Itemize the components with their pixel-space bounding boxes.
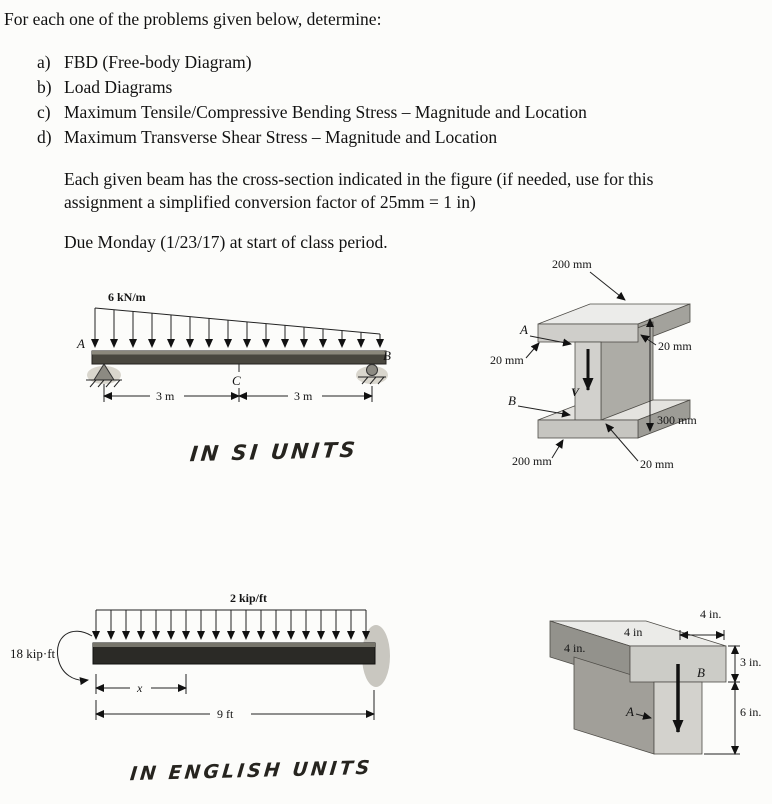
item-letter: d) — [37, 127, 52, 147]
flange-thickness-label: 3 in. — [740, 655, 762, 669]
flange-left-label: 4 in. — [564, 641, 586, 655]
t-beam-section-diagram — [478, 596, 772, 773]
pin-support-a — [86, 364, 122, 387]
item-text: FBD (Free-body Diagram) — [64, 52, 252, 72]
top-width-leader — [590, 272, 625, 300]
i-beam-section-diagram — [460, 252, 765, 492]
due-date-line: Due Monday (1/23/17) at start of class period. — [64, 232, 388, 252]
item-letter: a) — [37, 52, 51, 72]
stem-depth-dimension — [704, 682, 740, 754]
flange-thickness-left-label: 20 mm — [490, 353, 524, 367]
beam-body — [93, 643, 375, 664]
si-beam-diagram — [50, 288, 440, 443]
list-item-d — [37, 127, 587, 148]
applied-moment-arrow — [57, 631, 92, 680]
bottom-width-leader — [552, 440, 563, 458]
web-thickness-label: 20 mm — [640, 457, 674, 471]
support-a-label: A — [77, 336, 85, 351]
flange-right-label: 4 in. — [700, 607, 722, 621]
uniform-distributed-load — [96, 610, 366, 639]
shear-symbol-label: V — [571, 385, 580, 399]
load-intensity-label: 6 kN/m — [108, 290, 146, 304]
load-intensity-label: 2 kip/ft — [230, 591, 268, 605]
handwritten-english-units-note: IN ENGLISH UNITS — [128, 756, 374, 786]
cross-section-note: Each given beam has the cross-section indicated in the figure (if needed, use for this assignment a simplified conversion factor of 25mm = 1 in) — [64, 169, 654, 212]
right-span-dimension: 3 m — [294, 389, 313, 403]
point-a-label: A — [520, 322, 528, 337]
list-item-b — [37, 77, 587, 98]
length-dimension-label: 9 ft — [217, 707, 234, 721]
english-beam-diagram — [8, 590, 408, 750]
item-letter: c) — [37, 102, 51, 122]
midpoint-label: C — [232, 373, 241, 388]
roller-support-b — [356, 365, 388, 385]
item-text: Maximum Transverse Shear Stress – Magnitude and Location — [64, 127, 498, 147]
support-b-label: B — [383, 348, 391, 363]
item-text: Maximum Tensile/Compressive Bending Stress – Magnitude and Location — [64, 102, 587, 122]
stem-width-label: 4 in — [624, 625, 643, 639]
point-b-label: B — [697, 665, 705, 680]
stem-depth-label: 6 in. — [740, 705, 762, 719]
item-text: Load Diagrams — [64, 77, 173, 97]
x-dimension-label: x — [137, 681, 143, 695]
beam-body — [92, 351, 386, 364]
flange-left-leader — [526, 343, 539, 358]
web-depth-label: 300 mm — [657, 413, 697, 427]
flange-thickness-dimension — [728, 646, 740, 682]
left-span-dimension: 3 m — [156, 389, 175, 403]
top-flange-width-label: 200 mm — [552, 257, 592, 271]
list-item-c — [37, 102, 587, 123]
requirements-list — [37, 52, 587, 152]
intro-text: For each one of the problems given below, determine: — [4, 9, 382, 29]
triangular-distributed-load — [95, 308, 380, 347]
flange-thickness-right-label: 20 mm — [658, 339, 692, 353]
bottom-flange-width-label: 200 mm — [512, 454, 552, 468]
list-item-a — [37, 52, 587, 73]
handwritten-si-units-note: IN SI UNITS — [188, 437, 359, 467]
moment-label: 18 kip·ft — [10, 646, 56, 661]
item-letter: b) — [37, 77, 52, 97]
point-b-label: B — [508, 393, 516, 408]
point-a-label: A — [626, 704, 634, 719]
